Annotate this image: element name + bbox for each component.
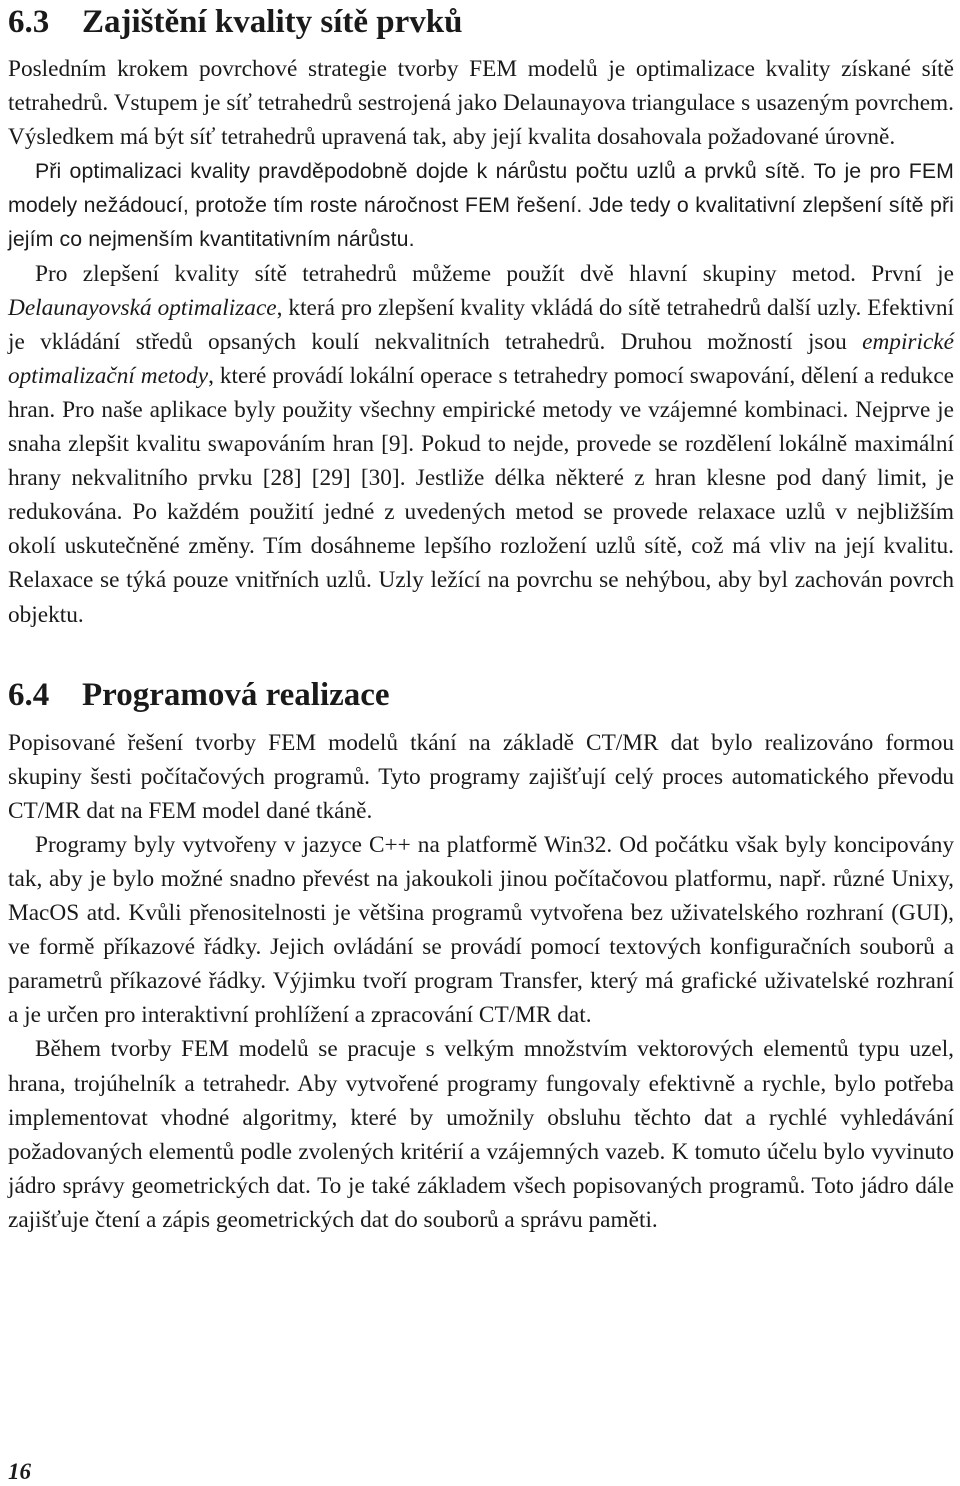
section-body-6-3 [8, 52, 954, 632]
section-title: Zajištění kvality sítě prvků [82, 4, 463, 40]
paragraph [8, 257, 954, 632]
text-run: , která pro zlepšení kvality vkládá do sítě tetrahedrů další uzly. Efektivní je vkládání středů opsaných koulí nekvalitních tetrahedrů. Druhou možností jsou [8, 294, 954, 355]
paragraph: Posledním krokem povrchové strategie tvorby FEM modelů je optimalizace kvality získané sítě tetrahedrů. Vstupem je síť tetrahedrů sestrojená jako Delaunayova triangulace s usazeným povrchem. Výsledkem má být síť tetrahedrů upravená tak, aby její kvalita dosahovala požadované úrovně. [8, 56, 954, 151]
section-body-6-4 [8, 726, 954, 1237]
emphasis-term: Delaunayovská optimalizace [8, 294, 277, 321]
paragraph: Popisované řešení tvorby FEM modelů tkání na základě CT/MR dat bylo realizováno formou skupiny šesti počítačových programů. Tyto programy zajišťují celý proces automatického převodu CT/MR dat na FEM model dané tkáně. [8, 729, 954, 824]
paragraph: Programy byly vytvořeny v jazyce C++ na platformě Win32. Od počátku však byly koncipovány tak, aby je bylo možné snadno převést na jakoukoli jinou počítačovou platformu, např. různé Unixy, MacOS atd. Kvůli přenositelnosti je většina programů vytvořena bez uživatelského rozhraní (GUI), ve formě příkazové řádky. Jejich ovládání se provádí pomocí textových konfiguračních souborů a parametrů příkazové řádky. Výjimku tvoří program Transfer, který má grafické uživatelské rozhraní a je určen pro interaktivní prohlížení a zpracování CT/MR dat. [8, 831, 954, 1029]
section-number: 6.4 [8, 676, 50, 713]
section-heading-6-4 [8, 675, 954, 715]
text-run: , které provádí lokální operace s tetrahedry pomocí swapování, dělení a redukce hran. Pro naše aplikace byly použity všechny empirické metody ve vzájemné kombinaci. Nejprve je snaha zlepšit kvalitu swapováním hran [9]. Pokud to nejde, provede se rozdělení lokálně maximální hrany nekvalitního prvku [28] [29] [30]. Jestliže délka některé z hran klesne pod daný limit, je redukována. Po každém použití jedné z uvedených metod se provede relaxace uzlů v nejbližším okolí uskutečněné změny. Tím dosáhneme lepšího rozložení uzlů sítě, což má vliv na její kvalitu. Relaxace se týká pouze vnitřních uzlů. Uzly ležící na povrchu se nehýbou, aby byl zachován povrch objektu. [8, 362, 954, 628]
section-title: Programová realizace [82, 676, 390, 713]
section-number: 6.3 [8, 4, 50, 40]
page-number: 16 [8, 1459, 31, 1484]
document-page [8, 0, 954, 1237]
paragraph: Během tvorby FEM modelů se pracuje s velkým množstvím vektorových elementů typu uzel, hrana, trojúhelník a tetrahedr. Aby vytvořené programy fungovaly efektivně a rychle, bylo potřeba implementovat vhodné algoritmy, které by umožnily obsluhu těchto dat a rychlé vyhledávání požadovaných elementů podle zvolených kritérií a vzájemných vazeb. K tomuto účelu bylo vyvinuto jádro správy geometrických dat. To je také základem všech popisovaných programů. Toto jádro dále zajišťuje čtení a zápis geometrických dat do souborů a správu paměti. [8, 1036, 954, 1233]
emphasis-term: empirické optimalizační metody [8, 328, 954, 389]
section-heading-6-3 [8, 2, 954, 42]
paragraph: Při optimalizaci kvality pravděpodobně dojde k nárůstu počtu uzlů a prvků sítě. To je pro FEM modely nežádoucí, protože tím roste náročnost FEM řešení. Jde tedy o kvalitativní zlepšení sítě při jejím co nejmenším kvantitativním nárůstu. [8, 159, 954, 252]
text-run: Pro zlepšení kvality sítě tetrahedrů můžeme použít dvě hlavní skupiny metod. První je [35, 260, 954, 287]
